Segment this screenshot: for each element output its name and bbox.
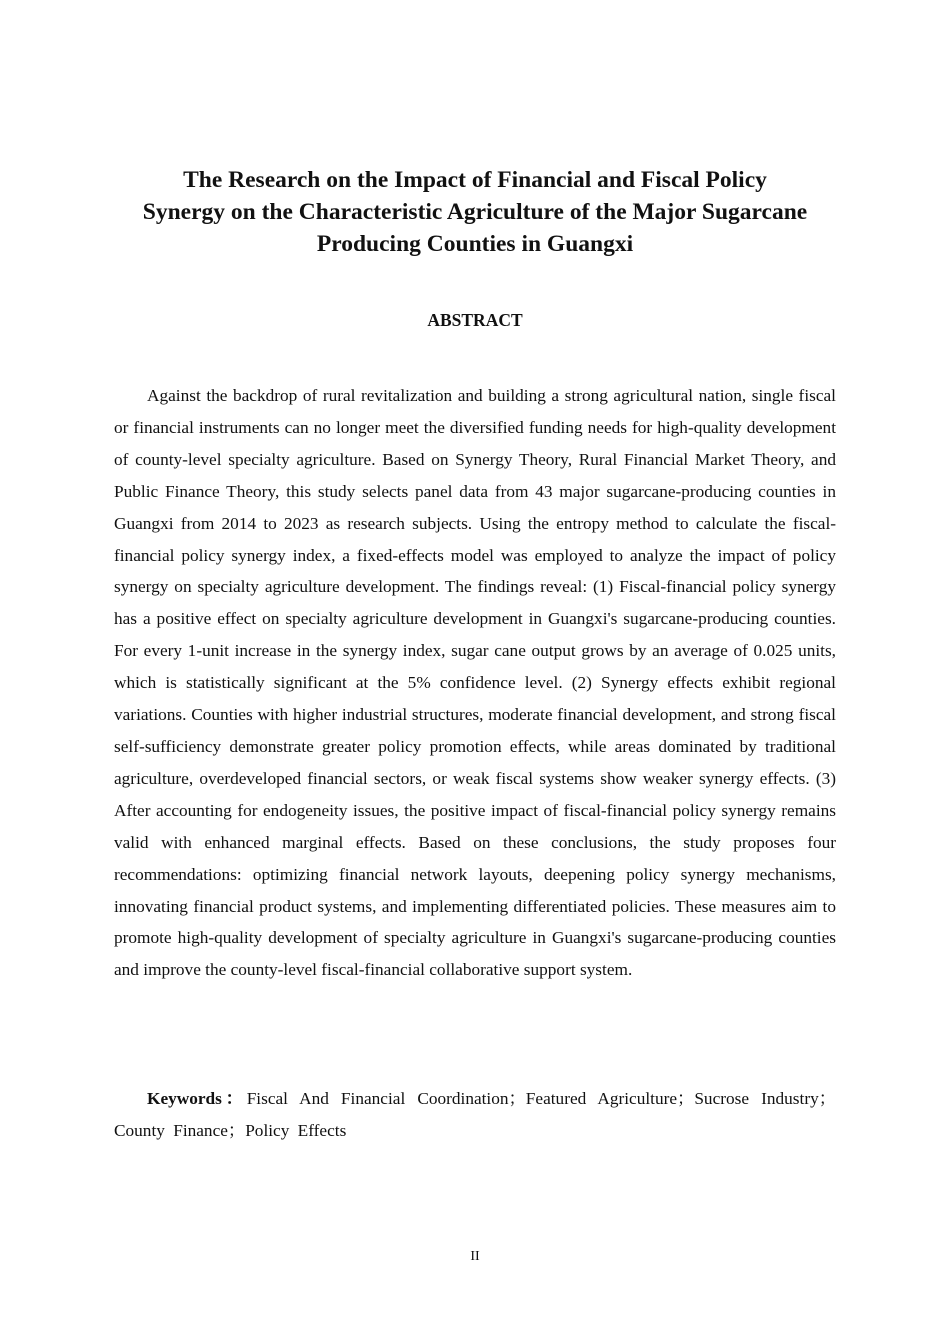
keywords-list: Fiscal And Financial Coordination；Featured Agriculture；Sucrose Industry；County Finance；Policy Effects <box>114 1089 836 1140</box>
keywords-label: Keywords： <box>147 1089 247 1108</box>
keywords-paragraph <box>114 1083 836 1147</box>
paper-title: The Research on the Impact of Financial and Fiscal Policy Synergy on the Characteristic Agriculture of the Major Sugarcane Producing Counties in Guangxi <box>142 167 808 257</box>
abstract-heading: ABSTRACT <box>427 310 523 330</box>
page-number: II <box>470 1249 480 1264</box>
abstract-body: Against the backdrop of rural revitalization and building a strong agricultural nation, single fiscal or financial instruments can no longer meet the diversified funding needs for high-quality development of county-level specialty agriculture. Based on Synergy Theory, Rural Financial Market Theory, and Public Finance Theory, this study selects panel data from 43 major sugarcane-producing counties in Guangxi from 2014 to 2023 as research subjects. Using the entropy method to calculate the fiscal-financial policy synergy index, a fixed-effects model was employed to analyze the impact of policy synergy on specialty agriculture development. The findings reveal: (1) Fiscal-financial policy synergy has a positive effect on specialty agriculture development in Guangxi's sugarcane-producing counties. For every 1-unit increase in the synergy index, sugar cane output grows by an average of 0.025 units, which is statistically significant at the 5% confidence level. (2) Synergy effects exhibit regional variations. Counties with higher industrial structures, moderate financial development, and strong fiscal self-sufficiency demonstrate greater policy promotion effects, while areas dominated by traditional agriculture, overdeveloped financial sectors, or weak fiscal systems show weaker synergy effects. (3) After accounting for endogeneity issues, the positive impact of fiscal-financial policy synergy remains valid with enhanced marginal effects. Based on these conclusions, the study proposes four recommendations: optimizing financial network layouts, deepening policy synergy mechanisms, innovating financial product systems, and implementing differentiated policies. These measures aim to promote high-quality development of specialty agriculture in Guangxi's sugarcane-producing counties and improve the county-level fiscal-financial collaborative support system. <box>114 386 836 980</box>
